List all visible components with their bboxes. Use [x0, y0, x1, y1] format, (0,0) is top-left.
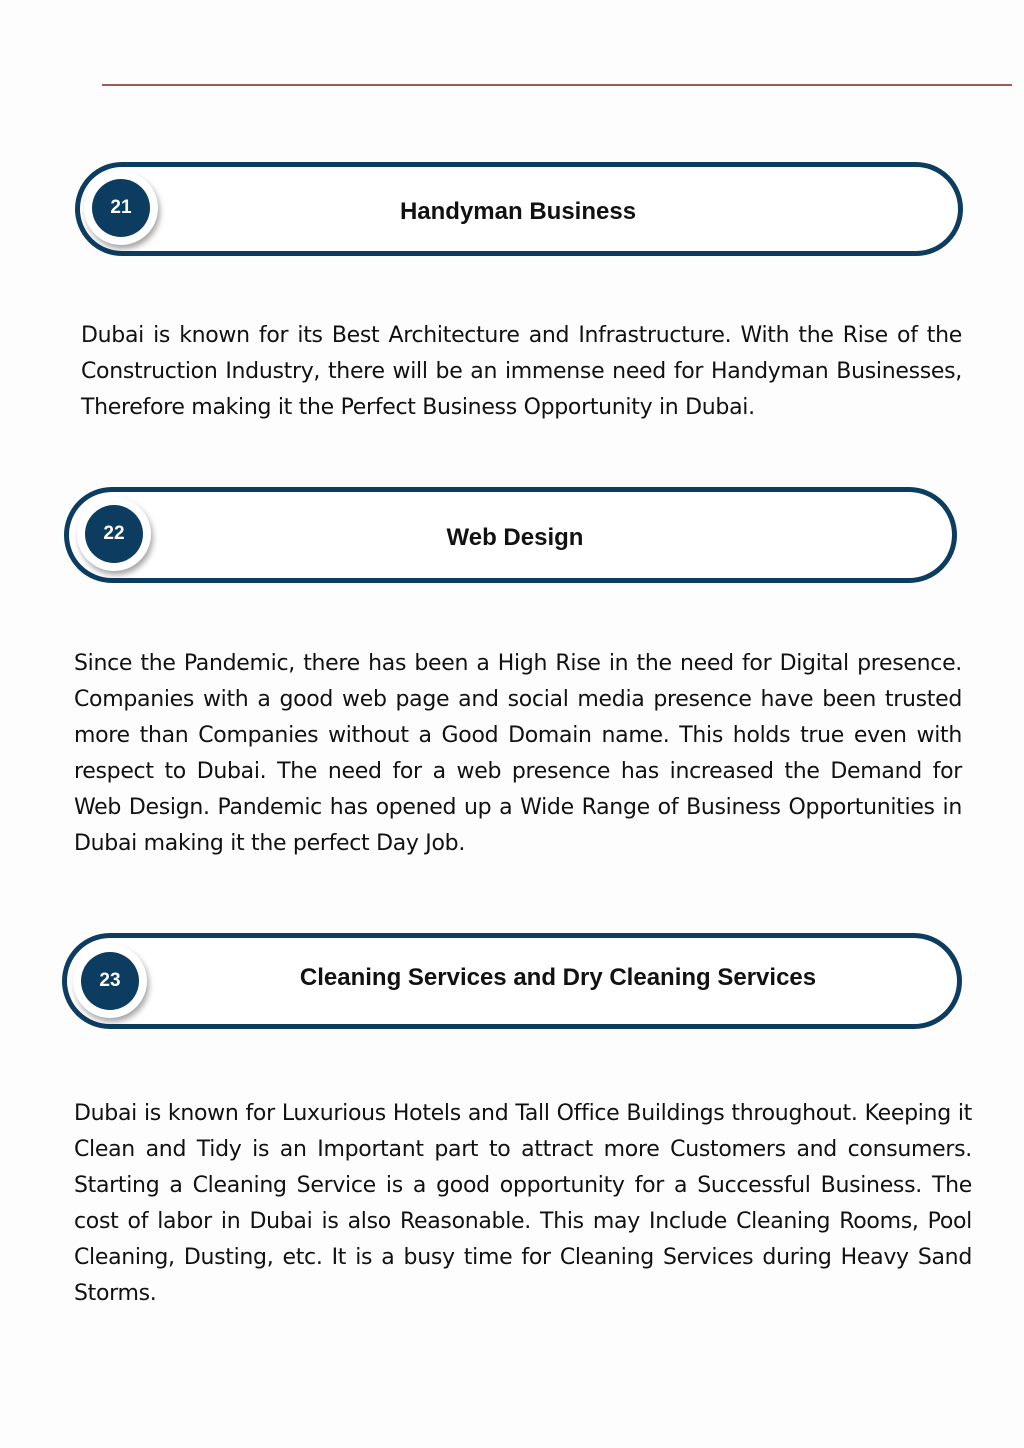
- section-body: Dubai is known for Luxurious Hotels and Tall Office Buildings throughout. Keeping it Clean and Tidy is an Important part to attract more Customers and consumers. Starting a Cleaning Service is a good opportunity for a Successful Business. The cost of labor in Dubai is also Reasonable. This may Include Cleaning Rooms, Pool Cleaning, Dusting, etc. It is a busy time for Cleaning Services during Heavy Sand Storms.: [74, 1101, 972, 1306]
- section-title: Web Design: [446, 524, 584, 551]
- section-number-badge: 23: [81, 952, 139, 1010]
- section-number-badge: 22: [85, 505, 143, 563]
- section-number-ring-21: [84, 171, 158, 245]
- section-title: Handyman Business: [399, 198, 637, 225]
- section-number-ring-22: [77, 497, 151, 571]
- section-body: Dubai is known for its Best Architecture and Infrastructure. With the Rise of the Construction Industry, there will be an immense need for Handyman Businesses, Therefore making it the Perfect Business Opportunity in Dubai.: [81, 323, 962, 420]
- section-body: Since the Pandemic, there has been a High Rise in the need for Digital presence. Companies with a good web page and social media presence have been trusted more than Companies without a Good Domain name. This holds true even with respect to Dubai. The need for a web presence has increased the Demand for Web Design. Pandemic has opened up a Wide Range of Business Opportunities in Dubai making it the perfect Day Job.: [74, 651, 962, 856]
- section-number-badge: 21: [92, 179, 150, 237]
- section-title: Cleaning Services and Dry Cleaning Services: [299, 964, 817, 991]
- top-divider-line: [102, 84, 1012, 86]
- section-number-ring-23: [73, 944, 147, 1018]
